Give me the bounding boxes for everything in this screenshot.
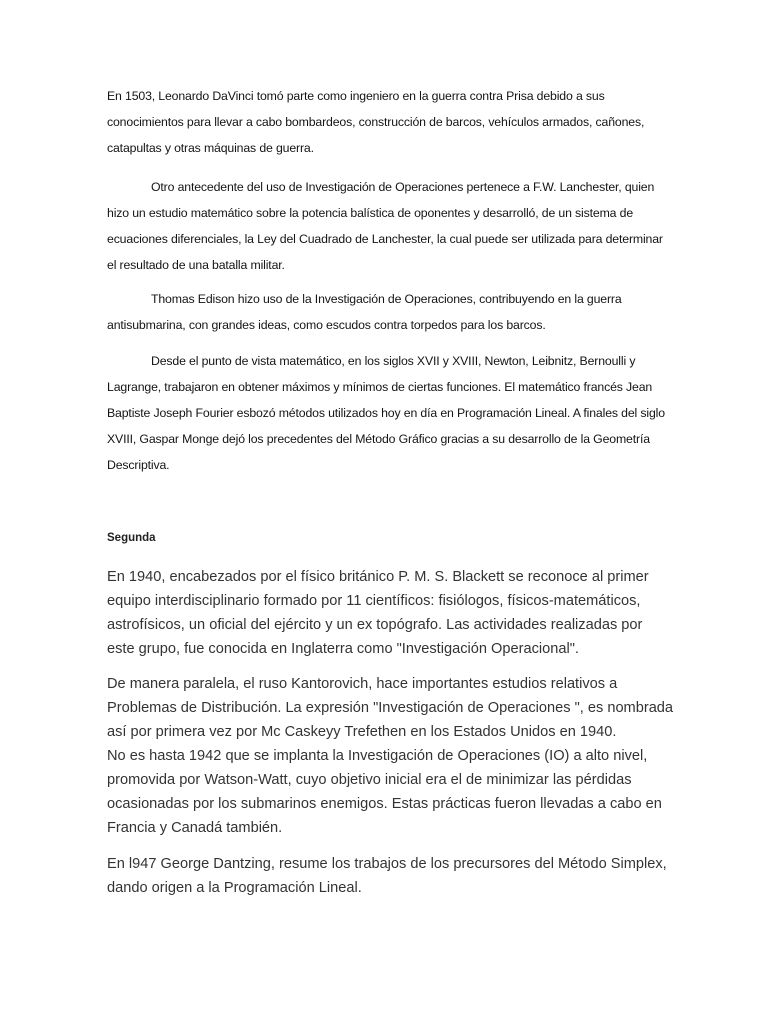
paragraph-mathematical-view: Desde el punto de vista matemático, en los siglos XVII y XVIII, Newton, Leibnitz, Bernoulli y Lagrange, trabajaron en obtener máximos y mínimos de ciertas funciones. El matemático francés Jean Baptiste Joseph Fourier esbozó métodos utilizados hoy en día en Programación Lineal. A finales del siglo XVIII, Gaspar Monge dejó los precedentes del Método Gráfico gracias a su desarrollo de la Geometría Descriptiva. [107,354,665,472]
paragraph-kantorovich: De manera paralela, el ruso Kantorovich, hace importantes estudios relativos a Problemas de Distribución. La expresión "Investigación de Operaciones ", es nombrada así por primera vez por Mc Caskeyy Trefethen en los Estados Unidos en 1940. [107,676,674,740]
section-heading: Segunda [107,532,156,544]
paragraph-dantzing: En l947 George Dantzing, resume los trabajos de los precursores del Método Simplex, dando origen a la Programación Lineal. [107,856,667,896]
paragraph-1942: No es hasta 1942 que se implanta la Investigación de Operaciones (IO) a alto nivel, promovida por Watson-Watt, cuyo objetivo inicial era el de minimizar las pérdidas ocasionadas por los submarinos enemigos. Estas prácticas fueron llevadas a cabo en Francia y Canadá también. [107,748,662,836]
paragraph-blackett: En 1940, encabezados por el físico británico P. M. S. Blackett se reconoce al primer equipo interdisciplinario formado por 11 científicos: fisiólogos, físicos-matemáticos, astrofísicos, un oficial del ejército y un ex topógrafo. Las actividades realizadas por este grupo, fue conocida en Inglaterra como "Investigación Operacional". [107,569,649,657]
paragraph-davinci: En 1503, Leonardo DaVinci tomó parte como ingeniero en la guerra contra Prisa debido a sus conocimientos para llevar a cabo bombardeos, construcción de barcos, vehículos armados, cañones, catapultas y otras máquinas de guerra. [107,89,645,155]
paragraph-edison: Thomas Edison hizo uso de la Investigación de Operaciones, contribuyendo en la guerra antisubmarina, con grandes ideas, como escudos contra torpedos para los barcos. [107,292,622,332]
paragraph-lanchester: Otro antecedente del uso de Investigación de Operaciones pertenece a F.W. Lanchester, quien hizo un estudio matemático sobre la potencia balística de oponentes y desarrolló, de un sistema de ecuaciones diferenciales, la Ley del Cuadrado de Lanchester, la cual puede ser utilizada para determinar el resultado de una batalla militar. [107,180,663,272]
